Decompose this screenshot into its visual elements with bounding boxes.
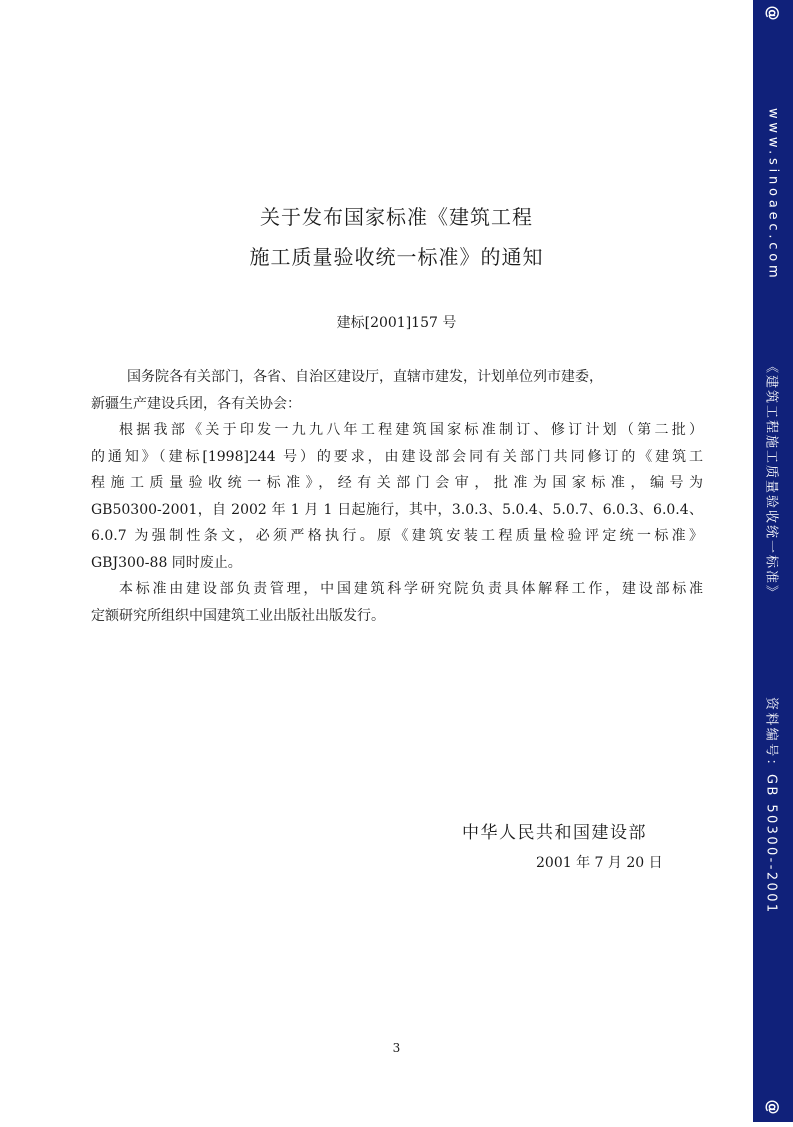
issuer-name: 中华人民共和国建设部	[462, 823, 647, 843]
body-line-paragraph1: GBJ300-88 同时废止。	[91, 554, 242, 571]
document-title-line2: 施工质量验收统一标准》的通知	[249, 245, 544, 269]
document-number: 建标[2001]157 号	[336, 315, 457, 331]
body-line-addressees-cont: 新疆生产建设兵团，各有关协会：	[91, 395, 301, 412]
body-line-paragraph1: 根据我部《关于印发一九九八年工程建筑国家标准制订、修订计划（第二批）	[119, 422, 703, 438]
body-line-paragraph2: 本标准由建设部负责管理，中国建筑科学研究院负责具体解释工作，建设部标准	[119, 581, 703, 597]
body-line-paragraph1: GB50300-2001，自 2002 年 1 月 1 日起施行，其中，3.0.3、5.0.4、5.0.7、6.0.3、6.0.4、	[91, 501, 703, 518]
issue-date: 2001 年 7 月 20 日	[536, 855, 663, 871]
body-line-paragraph1: 程施工质量验收统一标准》，经有关部门会审，批准为国家标准，编号为	[91, 475, 703, 491]
body-line-paragraph1: 的通知》（建标[1998]244 号）的要求，由建设部会同有关部门共同修订的《建筑工	[91, 448, 703, 465]
document-code-vertical: 资料编号：GB 50300--2001	[763, 697, 779, 915]
website-link[interactable]: www.sinoaec.com	[765, 108, 781, 282]
document-body	[91, 364, 703, 629]
at-symbol-bottom: @	[764, 1099, 782, 1115]
page-number: 3	[392, 1041, 401, 1055]
body-line-paragraph1: 6.0.7 为强制性条文，必须严格执行。原《建筑安装工程质量检验评定统一标准》	[91, 528, 703, 544]
side-banner	[753, 0, 793, 1122]
body-line-addressees: 国务院各有关部门，各省、自治区建设厅，直辖市建发，计划单位列市建委，	[127, 369, 603, 385]
standard-title-vertical: 《建筑工程施工质量验收统一标准》	[763, 360, 779, 601]
body-line-paragraph2: 定额研究所组织中国建筑工业出版社出版发行。	[91, 607, 385, 624]
document-title-line1: 关于发布国家标准《建筑工程	[260, 205, 533, 229]
at-symbol-top: @	[764, 5, 782, 21]
